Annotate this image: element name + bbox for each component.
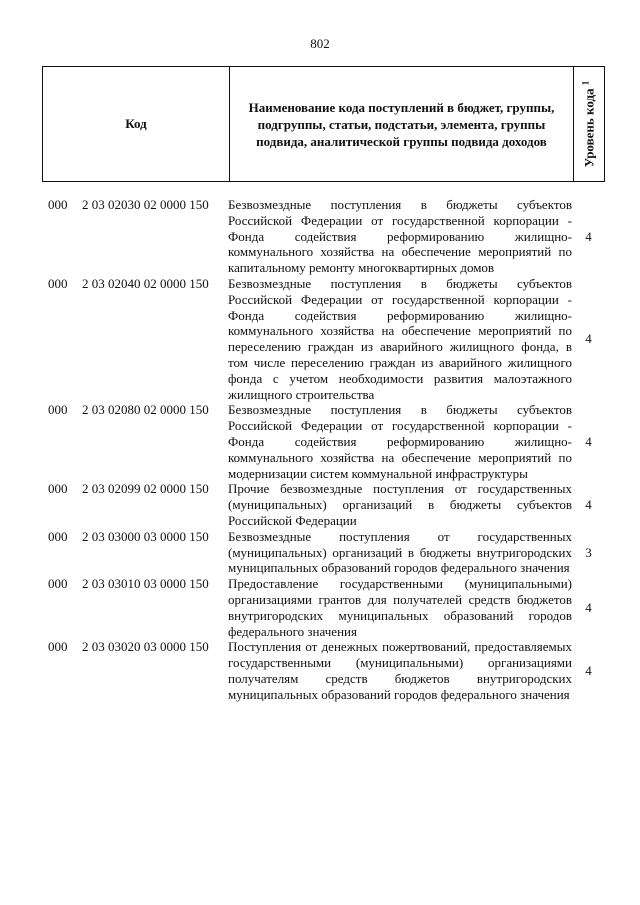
row-admin-code: 000 — [48, 639, 68, 655]
table-row — [42, 529, 605, 576]
table-row — [42, 276, 605, 402]
row-code: 2 03 03000 03 0000 150 — [82, 528, 209, 544]
header-level-footnote: 1 — [580, 80, 591, 86]
row-name: Безвозмездные поступления в бюджеты субъектов Российской Федерации от государственной корпорации - Фонда содействия реформированию жилищно-коммунального хозяйства на обеспечение мероприятий по капитальному ремонту многоквартирных домов — [228, 197, 572, 276]
row-code: 2 03 02040 02 0000 150 — [82, 275, 209, 291]
page-number: 802 — [310, 36, 330, 51]
table-row — [42, 197, 605, 276]
row-admin-code: 000 — [48, 402, 68, 418]
row-name: Прочие безвозмездные поступления от государственных (муниципальных) организаций в бюджеты субъектов Российской Федерации — [228, 481, 572, 528]
table-row — [42, 402, 605, 481]
row-name: Поступления от денежных пожертвований, предоставляемых государственными (муниципальными) организациями получателям средств бюджетов внутригородских муниципальных образований городов федерального значения — [228, 639, 572, 702]
row-name: Безвозмездные поступления в бюджеты субъектов Российской Федерации от государственной корпорации - Фонда содействия реформированию жилищно-коммунального хозяйства на обеспечение мероприятий по переселению граждан из аварийного жилищного фонда, в том числе переселению граждан из аварийного жилищного фонда с учетом необходимости развития малоэтажного жилищного строительства — [228, 275, 572, 402]
row-code: 2 03 02099 02 0000 150 — [82, 481, 209, 497]
row-name: Безвозмездные поступления в бюджеты субъектов Российской Федерации от государственной корпорации - Фонда содействия реформированию жилищно-коммунального хозяйства на обеспечение мероприятий по модернизации систем коммунальной инфраструктуры — [228, 402, 572, 481]
row-level: 4 — [585, 433, 592, 449]
row-code: 2 03 03010 03 0000 150 — [82, 576, 209, 592]
row-code: 2 03 02030 02 0000 150 — [82, 197, 209, 212]
header-level — [574, 67, 604, 181]
row-level: 3 — [585, 544, 592, 560]
row-name: Безвозмездные поступления от государственных (муниципальных) организаций в бюджеты внутригородских муниципальных образований городов федерального значения — [228, 528, 572, 576]
header-level-label — [580, 81, 597, 168]
row-level: 4 — [585, 663, 592, 678]
row-admin-code: 000 — [48, 275, 68, 291]
row-name: Предоставление государственными (муниципальными) организациями грантов для получателей средств бюджетов внутригородских муниципальных образований городов федерального значения — [228, 576, 572, 639]
table-row — [42, 481, 605, 528]
row-code: 2 03 02080 02 0000 150 — [82, 402, 209, 418]
row-code: 2 03 03020 03 0000 150 — [82, 639, 209, 655]
table-header — [42, 66, 605, 182]
row-level: 4 — [585, 228, 592, 244]
row-level: 4 — [585, 497, 592, 513]
row-level: 4 — [585, 599, 592, 615]
row-admin-code: 000 — [48, 528, 68, 544]
row-admin-code: 000 — [48, 481, 68, 497]
header-level-text: Уровень кода — [581, 88, 597, 168]
table-body — [42, 197, 605, 703]
table-row — [42, 639, 605, 702]
header-code: Код — [43, 67, 230, 181]
row-level: 4 — [585, 331, 592, 347]
row-admin-code: 000 — [48, 197, 68, 212]
row-admin-code: 000 — [48, 576, 68, 592]
table-row — [42, 576, 605, 639]
header-name: Наименование кода поступлений в бюджет, группы, подгруппы, статьи, подстатьи, элемента, группы подвида, аналитической группы подвида доходов — [230, 67, 574, 181]
